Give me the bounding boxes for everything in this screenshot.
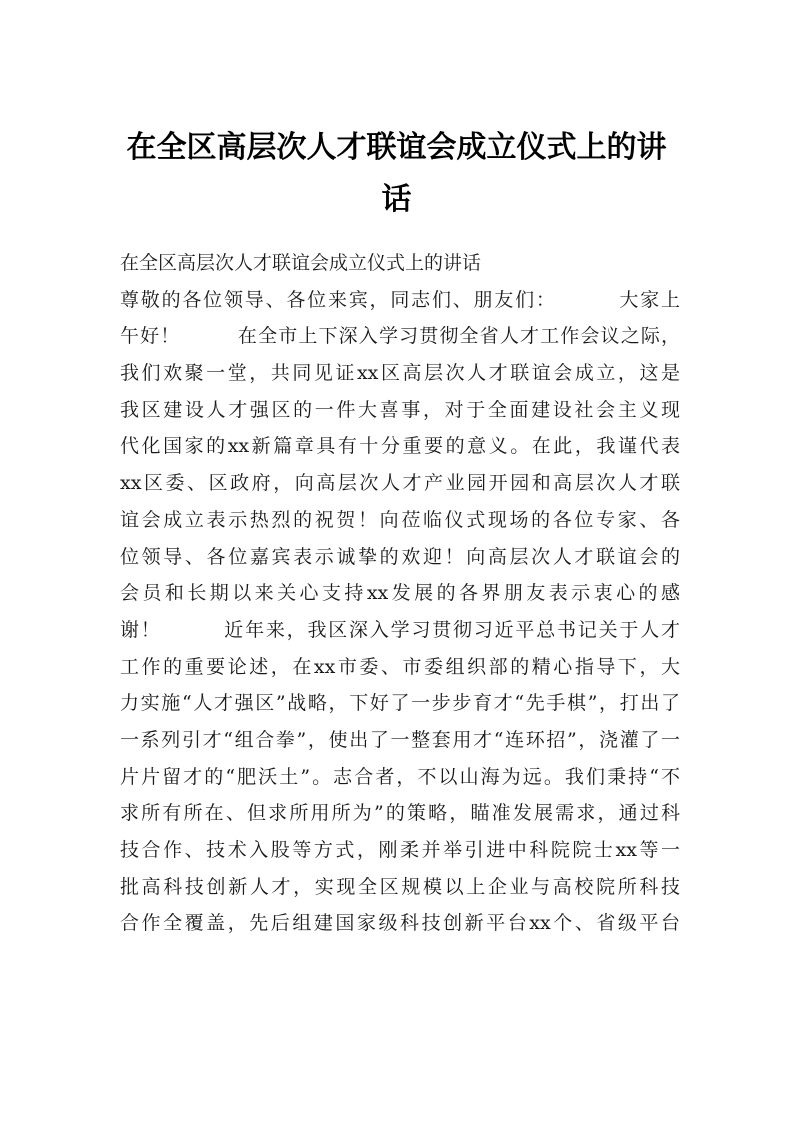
body-line: 片片留才的“肥沃土”。志合者，不以山海为远。我们秉持“不 <box>120 765 680 788</box>
body-line: xx区委、区政府，向高层次人才产业园开园和高层次人才联 <box>120 472 680 495</box>
title-line-1: 在全区高层次人才联谊会成立仪式上的讲 <box>126 130 667 165</box>
body-line: 合作全覆盖，先后组建国家级科技创新平台xx个、省级平台 <box>120 912 680 935</box>
body-line: 批高科技创新人才，实现全区规模以上企业与高校院所科技 <box>120 875 680 898</box>
body-line: 技合作、技术入股等方式，刚柔并举引进中科院院士xx等一 <box>120 839 680 861</box>
body-line: 我们欢聚一堂，共同见证xx区高层次人才联谊会成立，这是 <box>120 362 680 385</box>
body-line: 尊敬的各位领导、各位来宾，同志们、朋友们： 大家上 <box>120 288 680 311</box>
body-subtitle-line: 在全区高层次人才联谊会成立仪式上的讲话 <box>120 252 482 274</box>
title-line-2: 话 <box>381 182 412 217</box>
body-line: 代化国家的xx新篇章具有十分重要的意义。在此，我谨代表 <box>120 435 680 458</box>
body-line: 谊会成立表示热烈的祝贺！向莅临仪式现场的各位专家、各 <box>120 508 680 531</box>
body-line: 会员和长期以来关心支持xx发展的各界朋友表示衷心的感 <box>120 582 680 605</box>
body-line: 一系列引才“组合拳”，使出了一整套用才“连环招”，浇灌了一 <box>120 728 680 751</box>
document-title <box>100 122 693 226</box>
body-line: 求所有所在、但求所用所为”的策略，瞄准发展需求，通过科 <box>120 802 680 825</box>
body-line: 位领导、各位嘉宾表示诚挚的欢迎！向高层次人才联谊会的 <box>120 545 680 568</box>
body-line: 工作的重要论述，在xx市委、市委组织部的精心指导下，大 <box>120 655 680 678</box>
document-body <box>120 245 680 942</box>
body-line: 午好！ 在全市上下深入学习贯彻全省人才工作会议之际， <box>120 325 680 348</box>
body-line: 谢！ 近年来，我区深入学习贯彻习近平总书记关于人才 <box>120 618 680 641</box>
body-line: 力实施“人才强区”战略，下好了一步步育才“先手棋”，打出了 <box>120 692 680 715</box>
body-line: 我区建设人才强区的一件大喜事，对于全面建设社会主义现 <box>120 398 680 421</box>
